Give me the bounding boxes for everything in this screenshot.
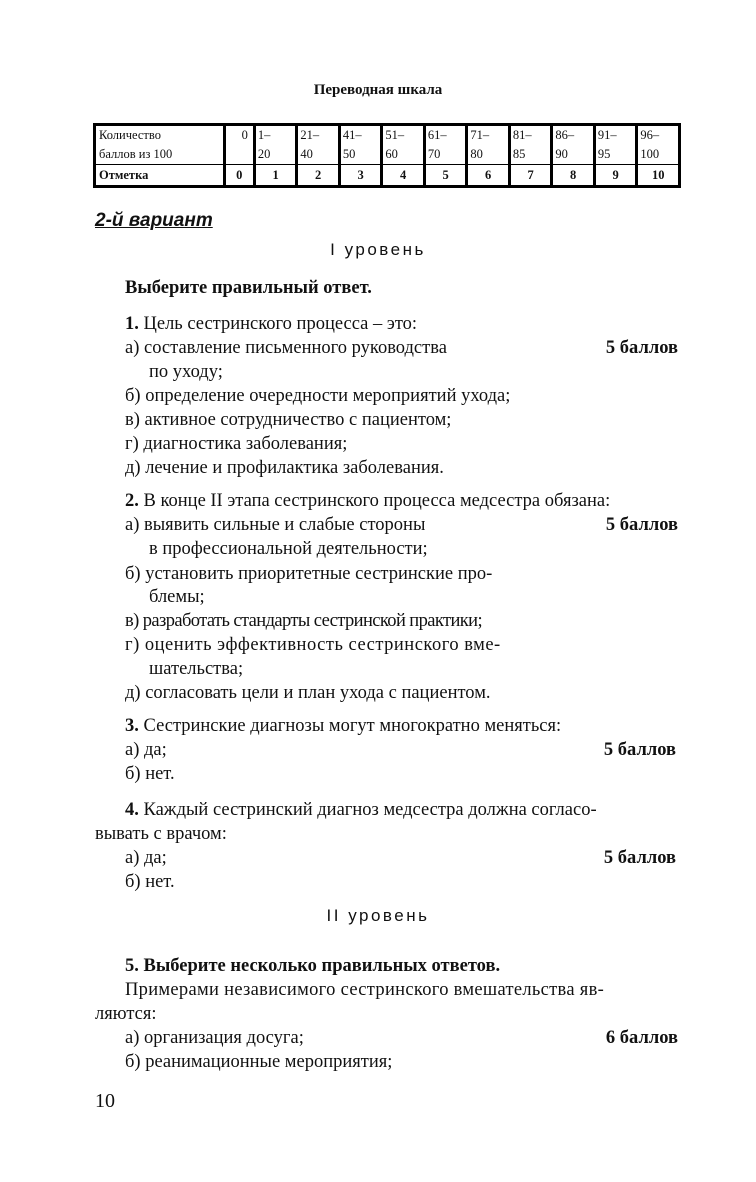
q3-answer-b: б) нет. [125, 764, 175, 784]
range-bottom: 85 [512, 147, 526, 161]
range-top: 1– [257, 128, 271, 142]
range-cell [509, 125, 552, 165]
question-2 [125, 489, 610, 513]
instruction-heading: Выберите правильный ответ. [125, 278, 372, 298]
question-4 [125, 798, 597, 822]
range-top: 86– [555, 128, 575, 142]
points-header-line1: Количество [99, 128, 161, 142]
range-top: 41– [342, 128, 362, 142]
range-bottom: 80 [470, 147, 483, 161]
grade-cell: 6 [467, 165, 510, 187]
range-bottom: 70 [427, 147, 441, 161]
q4-answer-b: б) нет. [125, 872, 175, 892]
range-top: 91– [597, 128, 617, 142]
range-top: 0 [241, 128, 248, 142]
grade-cell: 3 [339, 165, 382, 187]
range-top: 21– [300, 128, 320, 142]
question-number: 2. [125, 491, 139, 511]
range-top: 81– [512, 128, 532, 142]
q1-points: 5 баллов [605, 338, 678, 358]
q4-answer-a: а) да; [125, 848, 167, 868]
question-3 [125, 714, 561, 738]
range-bottom: 20 [257, 147, 271, 161]
range-top: 96– [640, 128, 660, 142]
range-cell [424, 125, 467, 165]
q1-answer-d: г) диагностика заболевания; [125, 434, 348, 454]
q5-answer-b: б) реанимационные мероприятия; [125, 1052, 393, 1072]
variant-title: 2-й вариант [95, 210, 213, 231]
question-number: 1. [125, 314, 139, 334]
question-1 [125, 312, 417, 336]
range-cell [224, 125, 254, 165]
range-bottom: 95 [597, 147, 611, 161]
range-bottom: 40 [300, 147, 313, 161]
range-top: 61– [427, 128, 447, 142]
grade-cell: 7 [509, 165, 552, 187]
q2-answer-a: а) выявить сильные и слабые стороны [125, 515, 426, 535]
q5-points: 6 баллов [605, 1028, 678, 1048]
points-row [95, 125, 680, 165]
question-4-cont: вывать с врачом: [95, 824, 227, 844]
q1-answer-e: д) лечение и профилактика заболевания. [125, 458, 444, 478]
question-5: Примерами независимого сестринского вмешательства яв- [125, 980, 605, 1000]
q1-answer-a: а) составление письменного руководства [125, 338, 447, 358]
range-cell [382, 125, 425, 165]
q4-points: 5 баллов [603, 848, 676, 868]
grade-cell: 1 [254, 165, 297, 187]
question-5-heading: 5. Выберите несколько правильных ответов. [125, 956, 501, 976]
points-header-line2: баллов из 100 [99, 147, 173, 161]
q1-answer-c: в) активное сотрудничество с пациентом; [125, 410, 452, 430]
grade-cell: 4 [382, 165, 425, 187]
question-5-cont: ляются: [95, 1004, 157, 1024]
q2-answer-d-cont: шательства; [149, 659, 244, 679]
range-cell [339, 125, 382, 165]
points-row-header [95, 125, 225, 165]
q2-answer-c: в) разработать стандарты сестринской практики; [125, 611, 482, 631]
range-bottom: 50 [342, 147, 356, 161]
q3-answer-a: а) да; [125, 740, 167, 760]
q2-answer-b: б) установить приоритетные сестринские про- [125, 564, 493, 584]
question-text: Цель сестринского процесса – это: [143, 314, 418, 334]
grade-row [95, 165, 680, 187]
grade-cell: 9 [594, 165, 637, 187]
range-bottom: 60 [385, 147, 398, 161]
question-text: Сестринские диагнозы могут многократно меняться: [143, 716, 562, 736]
range-cell [594, 125, 637, 165]
range-top: 71– [470, 128, 490, 142]
q5-answer-a: а) организация досуга; [125, 1028, 304, 1048]
question-text: В конце II этапа сестринского процесса медсестра обязана: [143, 491, 611, 511]
range-cell [297, 125, 340, 165]
range-cell [552, 125, 595, 165]
grade-cell: 0 [224, 165, 254, 187]
level-2-heading: II уровень [326, 906, 430, 925]
q2-points: 5 баллов [605, 515, 678, 535]
range-cell [254, 125, 297, 165]
conversion-scale-table [93, 123, 681, 188]
q3-points: 5 баллов [603, 740, 676, 760]
grade-cell: 8 [552, 165, 595, 187]
question-text: Каждый сестринский диагноз медсестра должна согласо- [143, 800, 597, 820]
q2-answer-e: д) согласовать цели и план ухода с пациентом. [125, 683, 491, 703]
level-1-heading: I уровень [330, 240, 426, 259]
range-bottom: 100 [640, 147, 660, 161]
q1-answer-a-cont: по уходу; [149, 362, 223, 382]
q2-answer-b-cont: блемы; [149, 587, 205, 607]
q2-answer-a-cont: в профессиональной деятельности; [149, 539, 428, 559]
question-number: 3. [125, 716, 139, 736]
scale-title: Переводная шкала [313, 82, 443, 98]
page-number: 10 [95, 1090, 115, 1112]
range-cell [467, 125, 510, 165]
q2-answer-d: г) оценить эффективность сестринского вме- [125, 635, 501, 655]
grade-row-header: Отметка [95, 165, 225, 187]
grade-cell: 5 [424, 165, 467, 187]
grade-cell: 10 [637, 165, 680, 187]
question-number: 4. [125, 800, 139, 820]
q1-answer-b: б) определение очередности мероприятий ухода; [125, 386, 511, 406]
range-cell [637, 125, 680, 165]
range-top: 51– [385, 128, 405, 142]
range-bottom: 90 [555, 147, 568, 161]
grade-cell: 2 [297, 165, 340, 187]
